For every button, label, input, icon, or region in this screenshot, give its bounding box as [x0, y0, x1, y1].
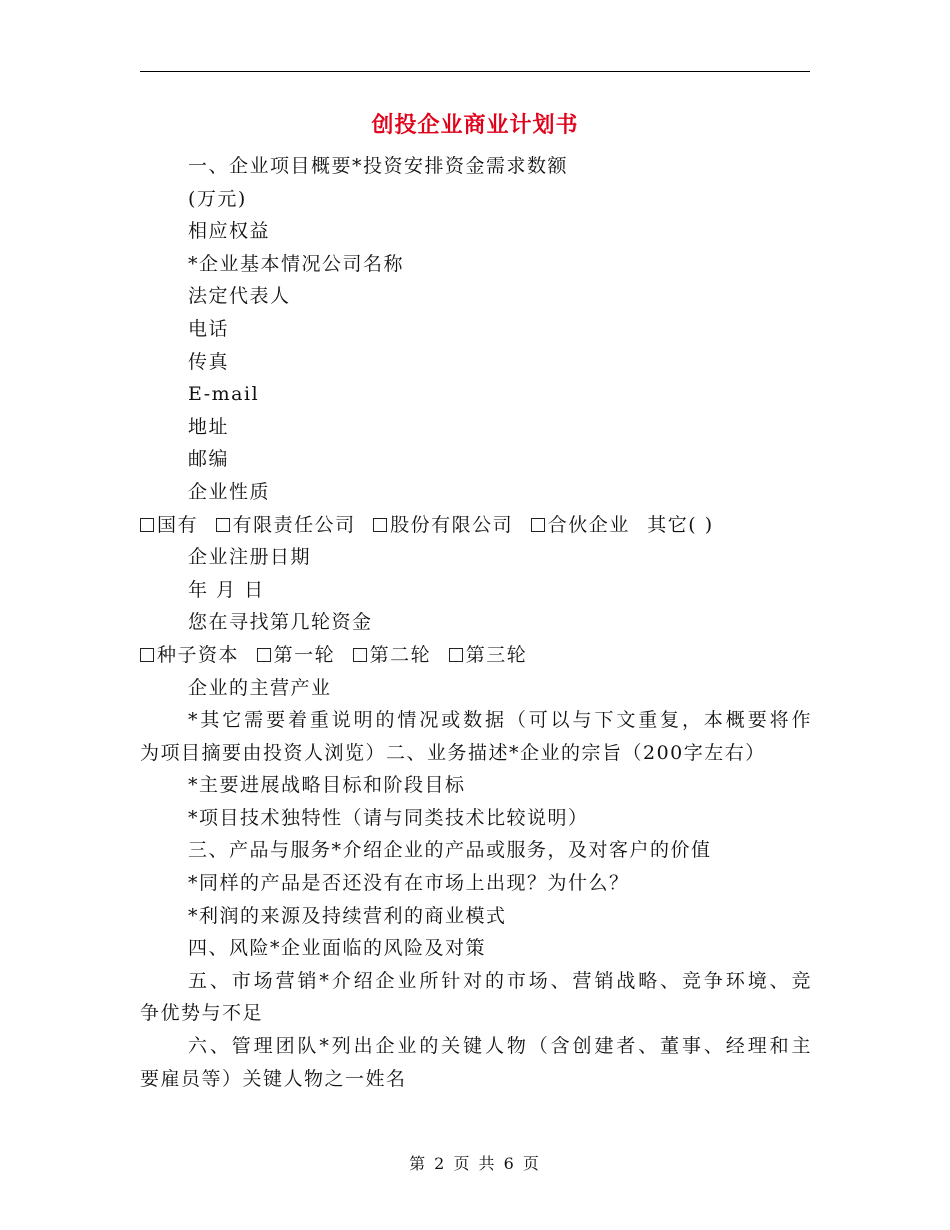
page-number-footer: 第 2 页 共 6 页 — [409, 1154, 541, 1173]
text-line: 地址 — [188, 415, 230, 438]
text-line: *利润的来源及持续营利的商业模式 — [188, 904, 507, 927]
checkbox-icon[interactable] — [257, 648, 271, 662]
option-other: 其它( ) — [647, 513, 714, 536]
text-line: 邮编 — [188, 448, 230, 471]
text-line: *主要进展战略目标和阶段目标 — [188, 774, 466, 797]
text-line: 法定代表人 — [188, 285, 291, 308]
text-line: 六、管理团队*列出企业的关键人物（含创建者、董事、经理和主 — [188, 1035, 812, 1058]
checkbox-icon[interactable] — [353, 648, 367, 662]
text-line: *同样的产品是否还没有在市场上出现？为什么？ — [188, 872, 630, 895]
text-line: 五、市场营销*介绍企业所针对的市场、营销战略、竞争环境、竞 — [188, 969, 812, 992]
text-line: 您在寻找第几轮资金 — [188, 611, 373, 634]
option-seed[interactable]: 种子资本 — [140, 644, 239, 666]
option-round-two[interactable]: 第二轮 — [353, 644, 432, 666]
text-line: 争优势与不足 — [140, 1002, 264, 1025]
text-line: 电话 — [188, 317, 230, 340]
checkbox-icon[interactable] — [216, 518, 230, 532]
option-limited-liability[interactable]: 有限责任公司 — [216, 514, 356, 536]
text-line: 四、风险*企业面临的风险及对策 — [188, 937, 487, 960]
text-line: *其它需要着重说明的情况或数据（可以与下文重复，本概要将作 — [188, 709, 812, 732]
option-joint-stock[interactable]: 股份有限公司 — [373, 514, 513, 536]
text-line: 企业的主营产业 — [188, 676, 332, 699]
header-rule — [140, 71, 810, 72]
text-line: (万元) — [188, 187, 247, 210]
text-line: *项目技术独特性（请与同类技术比较说明） — [188, 806, 589, 829]
text-line: *企业基本情况公司名称 — [188, 252, 405, 275]
checkbox-icon[interactable] — [140, 518, 154, 532]
text-line: 一、企业项目概要*投资安排资金需求数额 — [188, 155, 569, 177]
option-partnership[interactable]: 合伙企业 — [531, 514, 630, 536]
text-line: 年 月 日 — [188, 578, 265, 601]
document-body — [140, 150, 812, 1095]
text-line: 企业注册日期 — [188, 546, 312, 569]
funding-round-options — [140, 639, 812, 672]
text-line: E-mail — [188, 383, 260, 406]
document-title: 创投企业商业计划书 — [371, 112, 579, 138]
option-round-three[interactable]: 第三轮 — [449, 644, 528, 666]
checkbox-icon[interactable] — [449, 648, 463, 662]
checkbox-icon[interactable] — [373, 518, 387, 532]
text-line: 为项目摘要由投资人浏览）二、业务描述*企业的宗旨（200字左右） — [140, 741, 766, 764]
text-line: 三、产品与服务*介绍企业的产品或服务，及对客户的价值 — [188, 839, 712, 862]
text-line: 企业性质 — [188, 480, 271, 503]
checkbox-icon[interactable] — [531, 518, 545, 532]
text-line: 传真 — [188, 350, 230, 373]
text-line: 相应权益 — [188, 220, 271, 243]
enterprise-nature-options — [140, 509, 812, 542]
text-line: 要雇员等）关键人物之一姓名 — [140, 1067, 407, 1090]
checkbox-icon[interactable] — [140, 648, 154, 662]
option-round-one[interactable]: 第一轮 — [257, 644, 336, 666]
option-state-owned[interactable]: 国有 — [140, 514, 198, 536]
